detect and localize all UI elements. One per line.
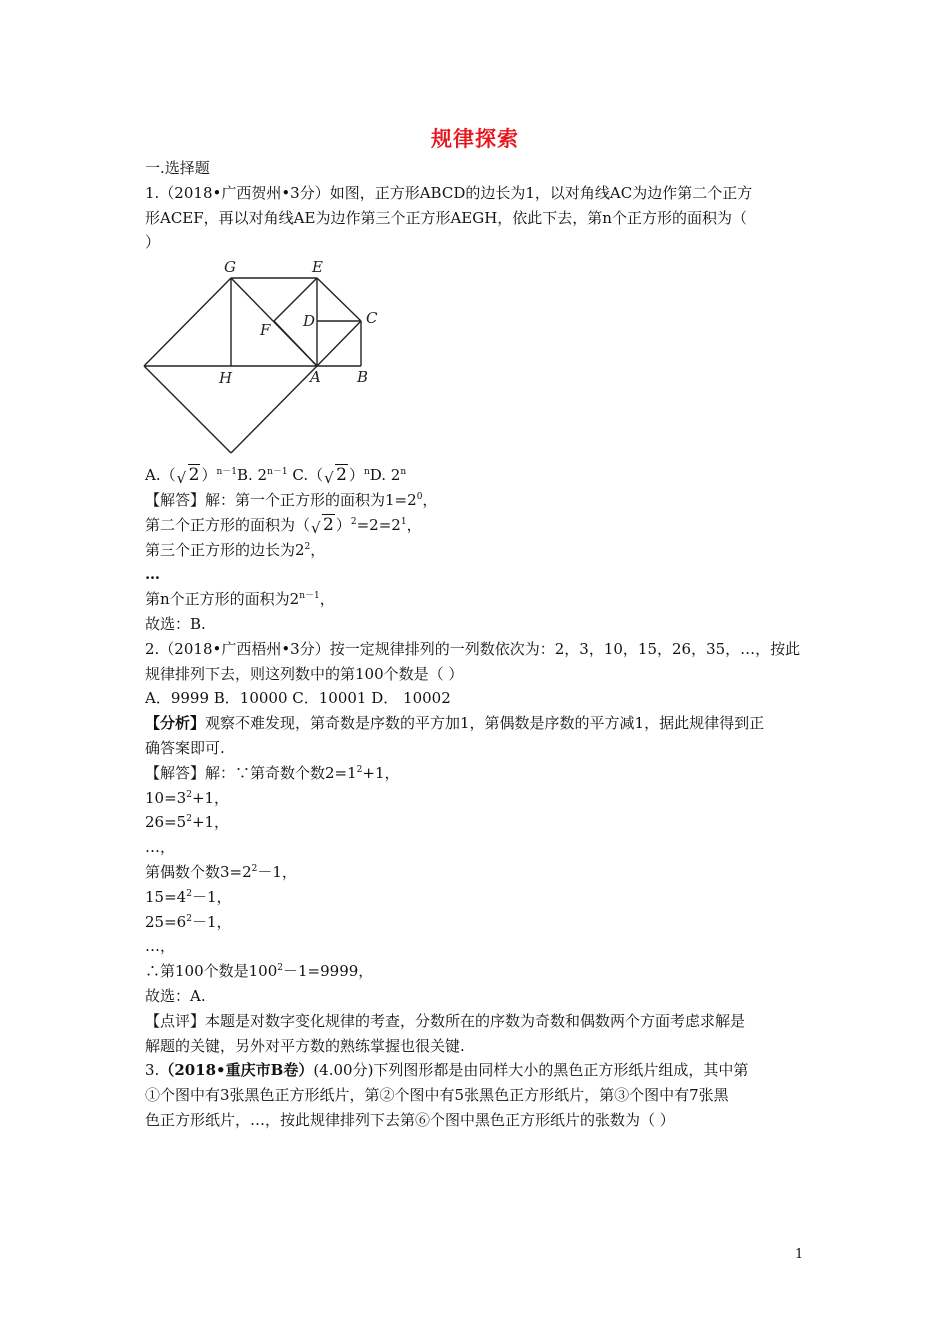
q2-solution-8: …， [145,937,176,956]
label-B: B [357,368,369,387]
q3-line-1: 3.（2018•重庆市B卷）(4.00分)下列图形都是由同样大小的黑色正方形纸片组成，其中第 [145,1061,749,1080]
q2-solution-7: $25=6^2-1$， [145,912,232,931]
q1-answer: 故选：B. [145,614,206,633]
q1-line-3: ） [145,233,161,252]
q2-solution-5: 第偶数个数$3=2^2-1$， [145,862,297,881]
segment-EC [317,278,361,321]
q1-geometry-figure [142,259,817,457]
label-F: F [260,321,271,340]
label-D: D [303,312,316,331]
label-E: E [312,259,323,277]
q2-line-1: 2.（2018•广西梧州•3分）按一定规律排列的一列数依次为：2，3，10，15，26，35，…，按此 [145,639,801,658]
label-G: G [224,259,236,277]
q1-solution-3: 第三个正方形的边长为$2^2$， [145,540,326,559]
q3-line-2: ①个图中有3张黑色正方形纸片，第②个图中有5张黑色正方形纸片，第③个图中有7张黑 [145,1086,729,1105]
q2-solution-9: ∴第100个数是$100^2-1=9999$， [145,962,374,981]
q1-solution-2: 第二个正方形的面积为（ √ 2 ）$^2=2=2^1$， [145,514,422,537]
q2-answer: 故选：A. [145,986,206,1005]
section-heading: 一.选择题 [145,159,210,177]
label-A: A [310,368,321,387]
segment-AC [317,321,361,366]
q1-solution-4: 第n个正方形的面积为$2^{n-1}$， [145,590,335,609]
q2-solution-3: $26=5^2+1$， [145,813,230,832]
q1-options: A.（ √ 2 ）$^{n-1}$B. $2^{n-1}$ C.（ √ 2 ）$^n$D. 2$^n$ [145,465,407,488]
option-a-prefix: A.（ [145,466,176,485]
q2-comment-2: 解题的关键，另外对平方数的熟练掌握也很关键. [145,1036,465,1055]
segment-G-left [144,278,231,366]
q2-analysis-2: 确答案即可. [145,738,225,757]
segment-bottom-A [231,366,317,453]
sqrt-symbol: √ 2 [176,465,200,488]
label-C: C [366,309,378,328]
q1-solution-1: 【解答】解：第一个正方形的面积为$1=2^0$， [145,490,438,509]
q2-comment-1: 【点评】本题是对数字变化规律的考查，分数所在的序数为奇数和偶数两个方面考虑求解是 [145,1011,746,1030]
segment-left-bottom [144,366,231,453]
option-b: B. 2 [236,466,268,485]
sqrt-symbol: √ 2 [311,514,334,537]
q1-solution-dots: … [145,565,160,584]
page-number: 1 [795,1247,804,1262]
label-H: H [219,369,233,388]
q2-solution-4: …， [145,838,176,857]
q1-line-1: 1.（2018•广西贺州•3分）如图，正方形ABCD的边长为1，以对角线AC为边作第二个正方 [145,183,753,202]
document-content [145,156,817,1133]
q3-line-3: 色正方形纸片，…，按此规律排列下去第⑥个图中黑色正方形纸片的张数为（ ） [145,1110,675,1129]
sqrt-symbol: √ 2 [324,465,347,488]
page-title: 规律探索 [431,126,519,151]
q1-line-2: 形ACEF，再以对角线AE为边作第三个正方形AEGH，依此下去，第n个正方形的面积为（ [145,208,747,227]
squares-diagram [142,259,402,457]
q2-solution-1: 【解答】解：∵第奇数个数$2=1^2+1$， [145,763,400,782]
q2-analysis-1: 【分析】观察不难发现，第奇数是序数的平方加1，第偶数是序数的平方减1，据此规律得到正 [145,714,765,733]
q2-line-2: 规律排列下去，则这列数中的第100个数是（ ） [145,664,464,683]
option-c-prefix: C.（ [287,466,324,485]
q2-options: A．9999 B．10000 C．10001 D． 10002 [145,689,451,708]
q2-solution-2: $10=3^2+1$， [145,788,230,807]
option-d: D. 2 [369,466,401,485]
q2-solution-6: $15=4^2-1$， [145,887,232,906]
